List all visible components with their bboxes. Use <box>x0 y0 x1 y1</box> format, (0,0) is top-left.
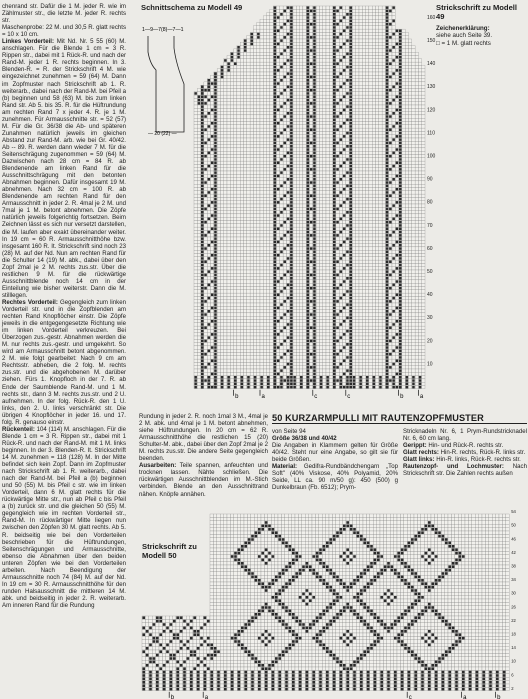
chart49-row-number: 50 <box>427 269 433 275</box>
mid-text-paragraph <box>139 462 268 497</box>
chart49-row-number: 40 <box>427 292 433 299</box>
paragraph-heading: Gerippt: <box>403 442 427 450</box>
mid-text-paragraph <box>139 413 268 462</box>
left-instruction-column <box>2 3 126 699</box>
paragraph-text: Nach Strickschrift str. Die Zahlen rechts außen <box>403 463 527 478</box>
paragraph-text: Gedifra-Rundbändchengarn „Top Soft" (40% Viskose, 40% Polyamid, 20% Seide, LL ca. 90 m/50 g): 450 (500) g Dunkelbraun (Fb. 6512); Prym- <box>272 463 398 492</box>
chart49-row-number: 160 <box>427 14 436 21</box>
chart50-marker-label: b <box>497 694 501 699</box>
chart49-row-number: 20 <box>427 338 433 345</box>
chart50-marker-label: b <box>170 694 175 699</box>
text50b-paragraph <box>403 449 527 456</box>
chart49-row-number: 70 <box>427 222 433 229</box>
title-rule <box>272 423 527 424</box>
chart49-row-number: 30 <box>427 315 433 322</box>
section-50-text-b <box>403 428 527 508</box>
text50a-paragraph <box>272 428 398 435</box>
paragraph-heading: Ausarbeiten: <box>139 462 177 470</box>
knitting-chart-50 <box>138 509 526 699</box>
paragraph-text: Teile spannen, anfeuchten und trocknen lassen. Nähte schließen. Die rückwärtigen Ausschnittblenden im M.-Stich verbinden. Blende an den Ausschnittrand nähen. Knöpfe annähen. <box>139 462 268 498</box>
chart-49-key <box>436 3 526 47</box>
chart50-marker-label: c <box>408 694 412 699</box>
chart49-row-number: 120 <box>427 107 436 114</box>
paragraph-text: Hin- und Rück-R. rechts str. <box>426 442 504 450</box>
text50b-paragraph <box>403 456 527 463</box>
chart49-marker-label: b <box>400 393 404 400</box>
schema-top-dim: 1—9—7(8)—7—1 <box>142 27 184 33</box>
chart50-row-number: 50 <box>511 522 516 528</box>
chart50-row-number: 30 <box>511 590 516 596</box>
chart50-row-number: 46 <box>511 536 516 542</box>
chart50-row-number: 54 <box>511 509 516 515</box>
paragraph-text: Hin-R. links, Rück-R. rechts str. <box>434 456 521 464</box>
chart50-row-number: 26 <box>511 604 516 610</box>
paragraph-heading: Glatt rechts: <box>403 449 439 457</box>
chart49-row-number: 130 <box>427 84 436 91</box>
chart50-marker-label: a <box>463 694 467 699</box>
paragraph-heading: Material: <box>272 463 298 471</box>
paragraph-heading: Rechtes Vorderteil: <box>2 298 58 306</box>
chart49-marker-label: a <box>419 393 424 400</box>
knitting-chart-49 <box>186 0 436 412</box>
chart49-row-number: 150 <box>427 38 436 44</box>
chart49-row-number: 90 <box>427 176 433 183</box>
paragraph-text: Mit Nd. Nr. 5 55 (60) M. anschlagen. Für die Blende 1 cm = 3 R. Rippen str., dabei mit 1 Rück-R. und nach der Rand-M. jeder 1 R. rechts beginnen. In 3. Blenden-R. = R. der Strickschrift 4 M. wie eingezeichnet zunehmen = 59 (64) M. Dann im Zopfmuster nach Strickschrift ab 1. R. weiterarb., dabei nach der Rand-M. bei Pfeil a (b) beginnen und 58 (63) M. bis zum linken Rand str. Ab 5. bis 35. R. für die Hüftrundung am rechten Rand 7 x jeder 4. R. je 1 M. zunehmen. Für Armausschnitte str. = 52 (57) M. Für die Gr. 36/38 die Ab- und späteren Zunahmen natürlich jeweils im gleichen Abstand zur Rand-M. arb. wie bei Gr. 40/42. Ab -- 89. R. werden dann wieder 7 M. für die Seitenschrägung zugenommen = 59 (64) M. Dazwischen nach 28 cm = 84 R. ab Blendenende am linken Rand für die Ausschnittschrägung mit den betonten Abnahmen beginnen. Dafür insgesamt 19 M. abnehmen. Nach 32 cm = 100 R. ab Blendenende am rechten Rand für den Armausschnitt in jeder 2. R. 4mal je 2 M. und 7mal je 1 M. betont abnehmen. Die Zöpfe natürlich jeweils folgerichtig fortsetzen. Beim Zeichnen lässt es sich nur versetzt darstellen, die M. laufen aber exakt übereinander weiter. In 19 cm = 60 R. Armausschnitthöhe bzw. insgesamt 160 R. It. Strickschrift sind noch 23 (28) M. auf der Nd. Nun am rechten Rand für die Schulter 14 (19) M. abk., dabei über den Zopf 2mal je 2 M. rechts zus.str. Über die restlichen 9 M. für die rückwärtige Ausschnittblende noch 14 cm in der Einteilung wie bisher weiterstr. Dann die M. stilllegen. <box>2 38 126 299</box>
chart49-row-number: 100 <box>427 153 436 160</box>
paragraph-text: 104 (114) M. anschlagen. Für die Blende 1 cm = 3 R. Rippen str., dabei mit 1 Rück-R. und nach der Rand-M. mit 1 M. links beginnen. In der 3. Blenden-R. It. Strickschrift 14 M. zunehmen = 118 (128) M. In der Mitte befindet sich kein Zopf. Dann im Zopfmuster nach Strickschrift ab 1. R. weiterarb., dabei nach der Rand-M. bei Pfeil a (b) beginnen und 50 (55) M. bis Pfeil c str. wie im linken Vorderteil, dann 6 M. glatt rechts für die rückwärtige Mitte str., nun ab Pfeil c bis Pfeil a (b) zurück str. und die gleichen 50 (55) M. gegengleich wie im rechten Vorderteil str., Rand-M. In rückwärtiger Mitte liegen nun zwischen den Zöpfen 30 M. glatt rechts. Ab 5. R. beidseitig wie bei den Vorderteilen beschrieben für die Hüftrundungen, Seitenschrägungen und Armausschnitte, ebenso die Abnahmen über den beiden unteren Zöpfen wie bei den Vorderteilen arbeiten. Nach Beendigung der Armausschnitte noch 74 (84) M. auf der Nd. In 19 cm = 30 R. Armausschnitthöhe für den runden Halsausschnitt die mittleren 14 M. abk. und beidseitig in jeder 2. R. weiterarb. Am inneren Rand für die Rundung <box>2 425 126 609</box>
paragraph-text: von Seite 94 <box>272 428 306 435</box>
chart50-row-number: 38 <box>511 563 516 569</box>
chart50-row-number: 10 <box>511 658 516 664</box>
chart49-row-number: 110 <box>427 130 435 137</box>
left-text-paragraph <box>2 24 126 38</box>
schema-title: Schnittschema zu Modell 49 <box>141 3 243 12</box>
mid-instruction-column <box>139 413 268 503</box>
chart49-marker-label: c <box>314 393 318 400</box>
paragraph-text: chenrand str. Dafür die 1 M. jeder R. wie im Zählmuster str., die letzte M. jeder R. rechts str. <box>2 3 126 25</box>
chart49-row-number: 80 <box>427 199 433 206</box>
chart50-row-number: 6 <box>511 672 514 678</box>
paragraph-heading: Glatt links: <box>403 456 435 464</box>
paragraph-heading: Rückenteil: <box>2 425 35 433</box>
chart50-row-number: 34 <box>511 577 516 583</box>
chart50-row-number: 22 <box>511 617 516 623</box>
chart50-row-number: 14 <box>511 645 516 651</box>
chart49-marker-label: c <box>347 393 351 400</box>
paragraph-text: Stricknadeln Nr. 6, 1 Prym-Rundstricknadel Nr. 6, 60 cm lang. <box>403 428 527 443</box>
chart-50-title: Strickschrift zu Modell 50 <box>142 542 197 560</box>
paragraph-text: Maschenprobe: 22 M. und 30,5 R. glatt rechts = 10 x 10 cm. <box>2 24 126 39</box>
chart50-row-number: 42 <box>511 549 516 555</box>
paragraph-text: Gegengleich zum linken Vorderteil str. und in die Zopfblenden am rechten Rand Knopflöcher einstr. Die Zöpfe jeweils in die entgegengesetzte Richtung wie im linken Vorderteil verkreuzen. Bei Überzogen zus.-gestr. Abnahmen werden die M. nur rechts zus.-gestr. und umgekehrt. So wird am Armausschnitt betont abgenommen. 2 M. wie folgt gearbeitet: Nach 9 cm am Rechtsstr. abheben, die 2 folg. M. rechts zus.str. und die abgehobenen M. darüber ziehen. Fürs 1. Knopfloch in der 7. R. ab Ende der Saumblende Rand-M. und 1 M. rechts str., dann 3 M. rechts zus.str. und 2 U. aufnehmen. In der folg. Rück-R. den 1 U. links, den 2. U. links verschränkt str. Die übrigen 4 Knopflöcher in jeder 16. und 17. folg. R. genauso einstr. <box>2 298 126 426</box>
text50b-paragraph <box>403 442 527 449</box>
left-text-paragraph <box>2 38 126 299</box>
key49-item: □ = 1 M. glatt rechts <box>436 39 491 47</box>
key49-title: Strickschrift zu Modell 49 <box>436 3 518 21</box>
chart50-marker-label: a <box>204 694 209 699</box>
paragraph-text: Die Angaben in Klammern gelten für Größe 40/42. Steht nur eine Angabe, so gilt sie für beide Größen. <box>272 442 398 464</box>
schema-bottom-dim: — 20 (22) — <box>148 131 177 137</box>
key49-subtitle: Zeichenerklärung: <box>436 25 490 32</box>
key49-ref: siehe auch Seite 39. <box>436 32 493 40</box>
chart50-row-number: 2 <box>511 685 514 691</box>
left-text-paragraph <box>2 3 126 24</box>
chart50-row-number: 18 <box>511 631 516 637</box>
section-50-text-a <box>272 428 398 508</box>
paragraph-text: Rundung in jeder 2. R. noch 1mal 3 M., 4mal je 2 M. abk. und 4mal je 1 M. betont abnehmen, siehe Hüftrundungen. In 20 cm = 62 R. Armausschnitthöhe die restlichen 15 (20) Schulter-M. abk., dabei über den Zopf 2mal je 2 M. rechts zus.str. Die andere Seite gegengleich beenden. <box>139 413 268 463</box>
chart49-row-number: 10 <box>427 361 433 368</box>
chart49-row-number: 140 <box>427 61 436 68</box>
text50a-paragraph <box>272 463 398 491</box>
left-text-paragraph <box>2 299 126 426</box>
text50b-paragraph <box>403 463 527 477</box>
text50a-paragraph <box>272 435 398 442</box>
section-50-title: 50 KURZARMPULLI MIT RAUTENZOPFMUSTER <box>272 413 484 423</box>
left-text-paragraph <box>2 426 126 609</box>
paragraph-heading: Größe 36/38 und 40/42 <box>272 435 337 443</box>
paragraph-heading: Linkes Vorderteil: <box>2 38 55 46</box>
chart49-marker-label: a <box>261 393 265 400</box>
chart49-row-number: 60 <box>427 245 433 252</box>
paragraph-heading: Rautenzopf- und Lochmuster: <box>403 463 504 471</box>
text50a-paragraph <box>272 442 398 463</box>
garment-schema <box>140 24 188 136</box>
paragraph-text: Hin-R. rechts, Rück-R. links str. <box>438 449 526 457</box>
chart49-marker-label: b <box>235 393 239 400</box>
text50b-paragraph <box>403 428 527 442</box>
